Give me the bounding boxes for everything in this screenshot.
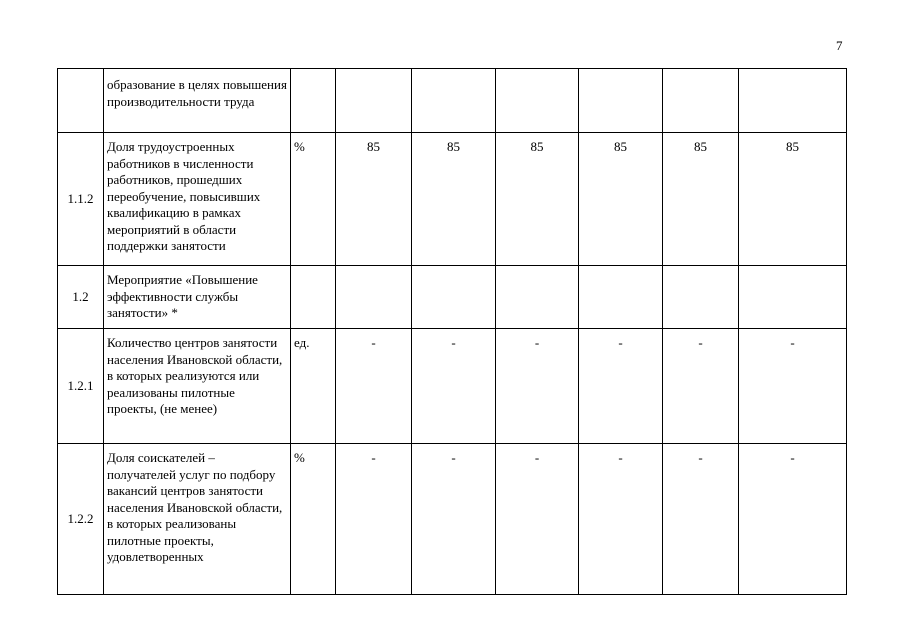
value-cell: - <box>336 329 412 444</box>
value-cell <box>739 69 847 133</box>
row-number-cell: 1.1.2 <box>58 133 104 266</box>
value-cell: 85 <box>579 133 663 266</box>
value-cell <box>496 69 579 133</box>
value-cell <box>412 69 496 133</box>
value-cell <box>412 266 496 329</box>
table-row <box>58 69 847 133</box>
indicator-name-cell: Количество центров занятости населения Ивановской области, в которых реализуются или реализованы пилотные проекты, (не менее) <box>104 329 291 444</box>
row-number-cell: 1.2.1 <box>58 329 104 444</box>
value-cell <box>739 266 847 329</box>
value-cell: - <box>579 444 663 595</box>
value-cell <box>579 266 663 329</box>
table-row <box>58 329 847 444</box>
indicator-name-cell: Доля трудоустроенных работников в численности работников, прошедших переобучение, повысивших квалификацию в рамках мероприятий в области поддержки занятости <box>104 133 291 266</box>
value-cell: - <box>496 329 579 444</box>
value-cell: - <box>579 329 663 444</box>
table-row <box>58 133 847 266</box>
value-cell <box>336 266 412 329</box>
indicators-table <box>57 68 847 595</box>
indicator-name-cell: Доля соискателей – получателей услуг по подбору вакансий центров занятости населения Ивановской области, в которых реализованы пилотные проекты, удовлетворенных <box>104 444 291 595</box>
value-cell: - <box>336 444 412 595</box>
value-cell: - <box>496 444 579 595</box>
value-cell: - <box>739 444 847 595</box>
value-cell <box>579 69 663 133</box>
indicator-name-cell: образование в целях повышения производительности труда <box>104 69 291 133</box>
row-number-cell: 1.2 <box>58 266 104 329</box>
value-cell <box>496 266 579 329</box>
value-cell: - <box>739 329 847 444</box>
value-cell: - <box>663 329 739 444</box>
value-cell <box>663 266 739 329</box>
value-cell <box>336 69 412 133</box>
value-cell: 85 <box>496 133 579 266</box>
unit-cell <box>291 69 336 133</box>
value-cell: 85 <box>663 133 739 266</box>
value-cell: 85 <box>412 133 496 266</box>
value-cell: 85 <box>739 133 847 266</box>
table-row <box>58 266 847 329</box>
table-row <box>58 444 847 595</box>
unit-cell: % <box>291 444 336 595</box>
indicator-name-cell: Мероприятие «Повышение эффективности службы занятости» * <box>104 266 291 329</box>
value-cell: 85 <box>336 133 412 266</box>
value-cell: - <box>663 444 739 595</box>
row-number-cell: 1.2.2 <box>58 444 104 595</box>
unit-cell <box>291 266 336 329</box>
unit-cell: % <box>291 133 336 266</box>
value-cell: - <box>412 329 496 444</box>
value-cell: - <box>412 444 496 595</box>
value-cell <box>663 69 739 133</box>
row-number-cell <box>58 69 104 133</box>
page-number: 7 <box>836 38 843 53</box>
unit-cell: ед. <box>291 329 336 444</box>
